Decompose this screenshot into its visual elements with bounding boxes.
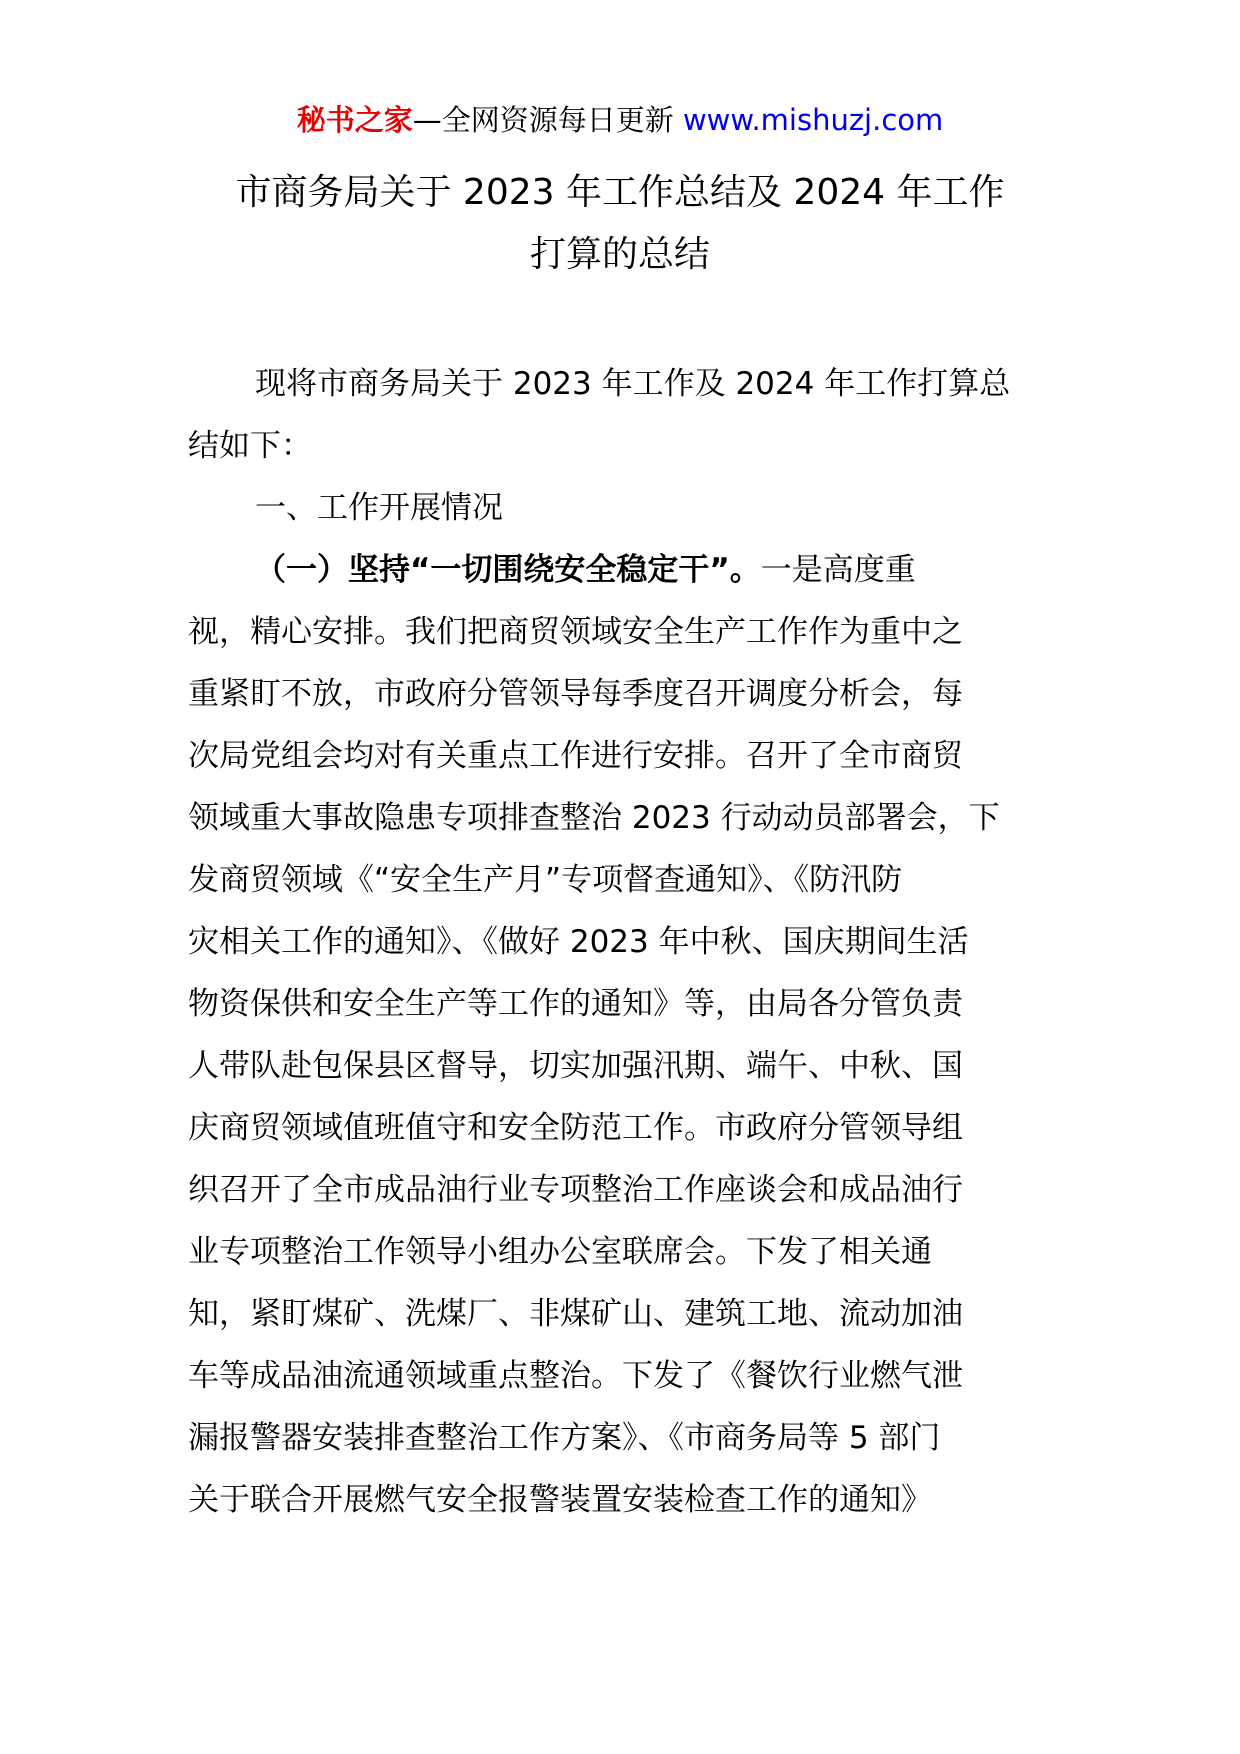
para-line: 领域重大事故隐患专项排查整治 2023 行动动员部署会，下 bbox=[188, 800, 1000, 836]
site-brand: 秘书之家 bbox=[296, 103, 413, 137]
intro-line-1: 现将市商务局关于 2023 年工作及 2024 年工作打算总 bbox=[255, 366, 1011, 402]
document-title bbox=[160, 162, 1080, 286]
para-lead-heading: （一）坚持“一切围绕安全稳定干”。 bbox=[255, 552, 761, 588]
section-heading: 一、工作开展情况 bbox=[255, 490, 503, 526]
para-line: 知，紧盯煤矿、洗煤厂、非煤矿山、建筑工地、流动加油 bbox=[188, 1296, 963, 1332]
para-line: 织召开了全市成品油行业专项整治工作座谈会和成品油行 bbox=[188, 1172, 963, 1208]
para-line: 业专项整治工作领导小组办公室联席会。下发了相关通 bbox=[188, 1234, 932, 1270]
para-line: 庆商贸领域值班值守和安全防范工作。市政府分管领导组 bbox=[188, 1110, 963, 1146]
para-line-1 bbox=[188, 539, 1058, 601]
para-line: 漏报警器安装排查整治工作方案》、《市商务局等 5 部门 bbox=[188, 1420, 941, 1456]
title-line-2: 打算的总结 bbox=[529, 234, 710, 275]
site-tagline: —全网资源每日更新 bbox=[412, 103, 683, 137]
para-line-1-rest: 一是高度重 bbox=[760, 552, 916, 588]
para-line: 灾相关工作的通知》、《做好 2023 年中秋、国庆期间生活 bbox=[188, 924, 969, 960]
para-line: 人带队赴包保县区督导，切实加强汛期、端午、中秋、国 bbox=[188, 1048, 963, 1084]
para-line: 发商贸领域《“安全生产月”专项督查通知》、《防汛防 bbox=[188, 862, 903, 898]
para-line: 次局党组会均对有关重点工作进行安排。召开了全市商贸 bbox=[188, 738, 963, 774]
site-url-link[interactable]: www.mishuzj.com bbox=[682, 103, 944, 137]
para-line: 车等成品油流通领域重点整治。下发了《餐饮行业燃气泄 bbox=[188, 1358, 963, 1394]
document-body bbox=[188, 353, 1058, 1531]
para-line: 重紧盯不放，市政府分管领导每季度召开调度分析会，每 bbox=[188, 676, 963, 712]
para-line: 视，精心安排。我们把商贸领域安全生产工作作为重中之 bbox=[188, 614, 963, 650]
intro-line-2: 结如下： bbox=[188, 428, 312, 464]
para-line: 物资保供和安全生产等工作的通知》等，由局各分管负责 bbox=[188, 986, 963, 1022]
para-line: 关于联合开展燃气安全报警装置安装检查工作的通知》 bbox=[188, 1482, 932, 1518]
title-line-1: 市商务局关于 2023 年工作总结及 2024 年工作 bbox=[235, 172, 1005, 213]
site-header bbox=[0, 100, 1240, 140]
